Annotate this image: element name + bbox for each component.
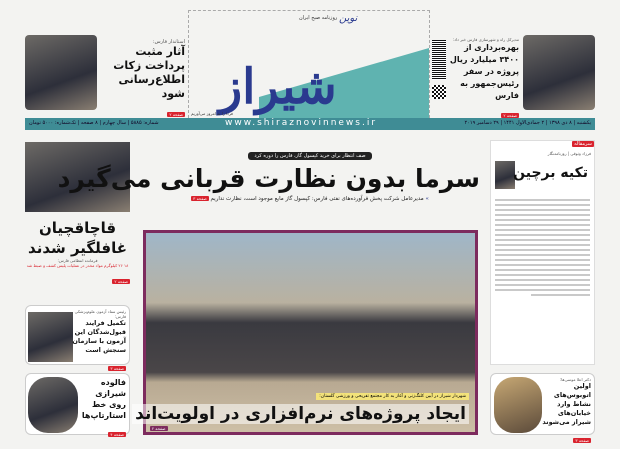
kicker: استاندار فارس: — [152, 39, 185, 45]
editorial-title: تکیه برچین — [513, 165, 588, 181]
editorial-body — [493, 196, 592, 299]
subline: مدیرعامل شرکت پخش فرآورده‌های نفتی فارس: کپسول گاز مایع موجود است، نظارت نداریم — [210, 196, 424, 202]
official-photo — [523, 35, 595, 110]
exam-photo — [28, 312, 73, 362]
qr-code — [432, 85, 446, 99]
page-tag: صفحه ۴ — [110, 432, 124, 437]
brand-small: نوین — [339, 13, 358, 24]
lead-story[interactable]: صف انتظار برای خرید کپسول گاز، فارس را دوره کرد سرما بدون نظارت قربانی می‌گیرد » مدیرعامل شرکت پخش فرآورده‌های نفتی فارس: کپسول گاز مایع موجود است، نظارت نداریم صفحه ۳ — [57, 153, 480, 202]
summary: ۱۸ ۲۶ کیلوگرم مواد مخدر در عملیات پلیس کشف و ضبط شد — [26, 263, 129, 268]
page-tag: صفحه ۳ — [575, 438, 589, 443]
author-photo — [495, 161, 515, 189]
issue-info: شماره: ۵۸۸۵ | سال چهارم | ۸ صفحه | تک‌شماره: ۵۰۰۰ تومان — [29, 120, 159, 126]
subtitle: روزنامه صبح ایران — [299, 15, 338, 21]
story-title: آثار مثبت پرداخت زکات اطلاع‌رسانی شود — [113, 45, 185, 100]
barcode — [432, 40, 446, 80]
editorial[interactable] — [490, 140, 595, 365]
top-left-story[interactable] — [25, 35, 185, 117]
kicker: فرمانده انتظامی فارس: — [57, 258, 98, 263]
person-photo — [494, 377, 542, 433]
left-story-2[interactable] — [25, 305, 130, 371]
kicker: مدیرکل راه و شهرسازی فارس خبر داد: — [452, 37, 519, 42]
page-tag: صفحه ۳ — [193, 196, 207, 201]
page-tag: صفحه ۳ — [110, 366, 124, 371]
story-title: اولین اتوبوس‌های نشاط وارد خیابان‌های شیراز می‌شوند — [542, 382, 591, 426]
left-story-3[interactable] — [25, 373, 130, 435]
page-tag: صفحه ۲ — [152, 426, 166, 431]
photo-headline: ایجاد پروژه‌های نرم‌افزاری در اولویت‌اند — [132, 404, 469, 424]
right-story[interactable] — [490, 373, 595, 443]
page-tag: صفحه ۲ — [503, 113, 517, 118]
story-title: فالوده شیرازی روی خط استارتاپ‌ها — [81, 378, 126, 420]
info-bar — [25, 118, 595, 130]
author: فرزاد وثوقی | روزنامه‌نگار — [547, 151, 591, 156]
photo-caption: شهردار شیراز در آیین کلنگ‌زنی و آغاز به کار مجتمع تفریحی و ورزشی گلستان: — [316, 393, 469, 400]
page-tag: صفحه ۲ — [169, 112, 183, 117]
story-title: قاچاقچیان غافلگیر شدند — [28, 219, 127, 257]
lead-photo[interactable] — [135, 230, 478, 435]
top-right-story[interactable] — [449, 35, 595, 118]
story-title: بهره‌برداری از ۳۴۰۰ میلیارد ریال پروژه در سفر رئیس‌جمهور به فارس — [449, 43, 519, 100]
website-link[interactable]: www.shiraznovinnews.ir — [225, 118, 378, 128]
masthead — [188, 10, 430, 118]
headline: سرما بدون نظارت قربانی می‌گیرد — [57, 164, 480, 193]
kicker: رئیس ستاد آزمون علوم‌پزشکی فارس: — [74, 309, 126, 319]
tagline: فردا را به امروز می‌آوریم — [191, 111, 233, 116]
page-tag: صفحه ۲ — [114, 279, 128, 284]
section-label: سرمقاله — [574, 141, 592, 147]
governor-photo — [25, 35, 97, 110]
kicker: صف انتظار برای خرید کپسول گاز، فارس را دوره کرد — [248, 152, 371, 160]
kicker: دکتر اعلا موسی‌ها: — [559, 377, 591, 382]
story-title: تکمیل فرایند قبول‌شدگان این آزمون با سازمان سنجش است — [72, 319, 126, 354]
person-photo — [28, 377, 78, 433]
logo: شیراز — [219, 59, 337, 115]
date: یکشنبه | ۸ دی ۱۳۹۸ | ۲ جمادی‌الاول ۱۴۴۱ | ۲۹ دسامبر ۲۰۱۹ — [464, 120, 591, 126]
